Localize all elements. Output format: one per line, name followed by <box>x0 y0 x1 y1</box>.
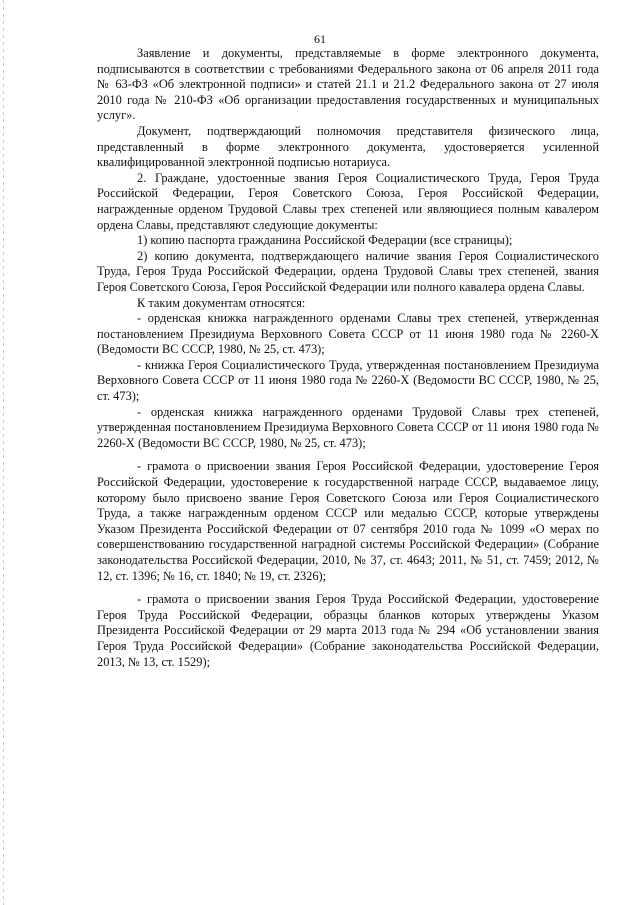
document-body <box>97 46 599 670</box>
list-item-title-document-copy: 2) копию документа, подтверждающего наличие звания Героя Социалистического Труда, Героя Труда Российской Федерации, ордена Трудовой Славы трех степеней, звания Героя Советского Союза, Героя Российской Федерации или полного кавалера ордена Славы. <box>97 248 599 294</box>
paragraph-electronic-signature: Заявление и документы, представляемые в форме электронного документа, подписываются в соответствии с требованиями Федерального закона от 06 апреля 2011 года № 63-ФЗ «Об электронной подписи» и статей 21.1 и 21.2 Федерального закона от 27 июля 2010 года № 210-ФЗ «Об организации предоставления государственных и муниципальных услуг». <box>97 46 599 123</box>
scan-edge-artifact <box>3 0 4 905</box>
list-item-russia-hero-diploma: - грамота о присвоении звания Героя Российской Федерации, удостоверение Героя Российской Федерации, удостоверение к государственной награде СССР, выдаваемое лицу, которому было присвоено звание Героя Советского Союза или Героя Социалистического Труда, а также награжденным орденом СССР или медалью СССР, которые утверждены Указом Президента Российской Федерации от 07 сентября 2010 года № 1099 «О мерах по совершенствованию государственной наградной системы Российской Федерации» (Собрание законодательства Российской Федерации, 2010, № 37, ст. 4643; 2011, № 51, ст. 7459; 2012, № 12, ст. 1396; № 16, ст. 1840; № 19, ст. 2326); <box>97 459 599 583</box>
list-item-labour-glory-order-book: - орденская книжка награжденного орденами Трудовой Славы трех степеней, утвержденная постановлением Президиума Верховного Совета СССР от 11 июня 1980 года № 2260-Х (Ведомости ВС СССР, 1980, № 25, ст. 473); <box>97 404 599 450</box>
list-item-passport-copy: 1) копию паспорта гражданина Российской Федерации (все страницы); <box>137 233 513 248</box>
list-item-glory-order-book: - орденская книжка награжденного орденами Славы трех степеней, утвержденная постановлением Президиума Верховного Совета СССР от 11 июня 1980 года № 2260-Х (Ведомости ВС СССР, 1980, № 25, ст. 473); <box>97 311 599 357</box>
paragraph-document-types-intro: К таким документам относятся: <box>137 295 306 310</box>
paragraph-notary-signature: Документ, подтверждающий полномочия представителя физического лица, представленный в форме электронного документа, удостоверяется усиленной квалифицированной электронной подписью нотариуса. <box>97 123 599 170</box>
list-item-socialist-labour-hero-book: - книжка Героя Социалистического Труда, утвержденная постановлением Президиума Верховного Совета СССР от 11 июня 1980 года № 2260-Х (Ведомости ВС СССР, 1980, № 25, ст. 473); <box>97 357 599 404</box>
list-item-labour-hero-diploma: - грамота о присвоении звания Героя Труда Российской Федерации, удостоверение Героя Труда Российской Федерации, образцы бланков которых утверждены Указом Президента Российской Федерации от 29 марта 2013 года № 294 «Об установлении звания Героя Труда Российской Федерации» (Собрание законодательства Российской Федерации, 2013, № 13, ст. 1529); <box>97 592 599 669</box>
page-number: 61 <box>314 32 326 46</box>
paragraph-heroes-documents: 2. Граждане, удостоенные звания Героя Социалистического Труда, Героя Труда Российской Федерации, Героя Советского Союза, Героя Российской Федерации, награжденные орденом Трудовой Славы трех степеней или являющиеся полным кавалером ордена Славы, представляют следующие документы: <box>97 170 599 232</box>
